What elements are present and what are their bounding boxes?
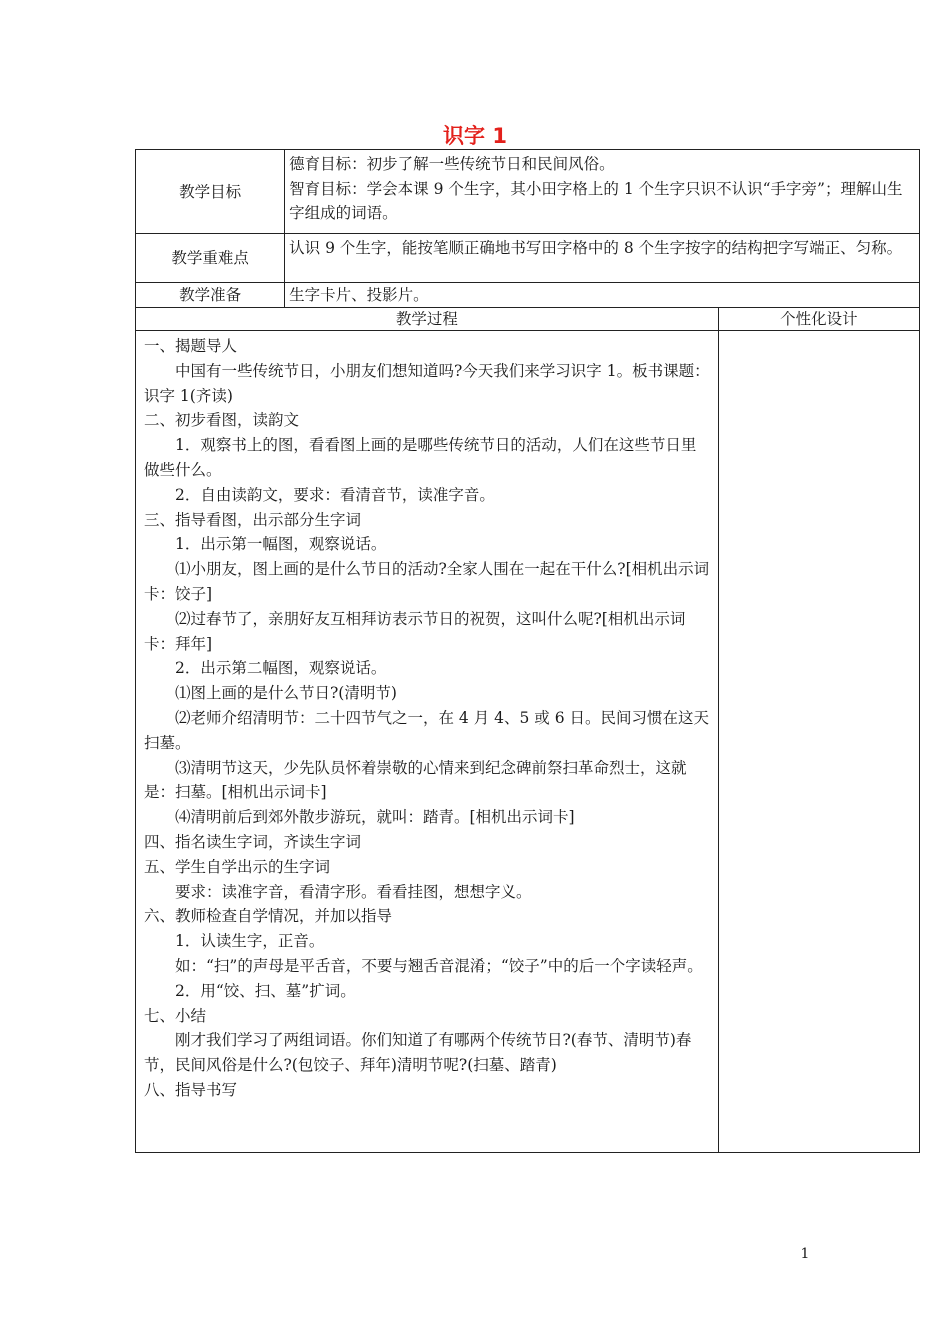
goals-row <box>136 150 920 234</box>
process-line: ⑷清明前后到郊外散步游玩，就叫：踏青。[相机出示词卡] <box>175 808 575 827</box>
process-line: 八、指导书写 <box>144 1080 238 1099</box>
process-line: ⑴图上画的是什么节日?(清明节) <box>175 684 397 703</box>
process-line: 如：“扫”的声母是平舌音，不要与翘舌音混淆；“饺子”中的后一个字读轻声。 <box>175 956 703 975</box>
process-line: 2．用“饺、扫、墓”扩词。 <box>175 981 356 1000</box>
process-line: ⑵过春节了，亲朋好友互相拜访表示节日的祝贺，这叫什么呢?[相机出示词卡：拜年] <box>144 609 686 653</box>
lesson-plan-table <box>135 149 920 1153</box>
process-line: 六、教师检查自学情况，并加以指导 <box>144 907 393 926</box>
process-body-row <box>136 331 920 1153</box>
preparation-row <box>136 283 920 308</box>
intellect-goal: 智育目标：学会本课 9 个生字，其小田字格上的 1 个生字只识不认识“手字旁”；理解山生字组成的词语。 <box>289 179 903 222</box>
process-line: ⑶清明节这天，少先队员怀着崇敬的心情来到纪念碑前祭扫革命烈士，这就是：扫墓。[相机出示词卡] <box>144 758 687 802</box>
key-points-label: 教学重难点 <box>136 234 285 283</box>
process-line: 四、指名读生字词，齐读生字词 <box>144 832 362 851</box>
goals-label: 教学目标 <box>136 150 285 234</box>
process-line: 2．自由读韵文，要求：看清音节，读准字音。 <box>175 485 495 504</box>
document-title: 识字 1 <box>443 124 507 148</box>
process-line: ⑴小朋友，图上画的是什么节日的活动?全家人围在一起在干什么?[相机出示词卡：饺子] <box>144 560 710 603</box>
process-line: 七、小结 <box>144 1006 207 1025</box>
goals-content <box>285 150 920 234</box>
process-header: 教学过程 <box>136 308 719 331</box>
process-line: 五、学生自学出示的生字词 <box>144 857 331 876</box>
process-line: 二、初步看图，读韵文 <box>144 411 300 430</box>
process-line: 刚才我们学习了两组词语。你们知道了有哪两个传统节日?(春节、清明节)春节，民间风俗是什么?(包饺子、拜年)清明节呢?(扫墓、踏青) <box>144 1031 692 1075</box>
moral-goal: 德育目标：初步了解一些传统节日和民间风俗。 <box>289 155 615 173</box>
process-line: 1．认读生字，正音。 <box>175 932 325 951</box>
preparation-label: 教学准备 <box>136 283 285 308</box>
process-content <box>136 331 719 1153</box>
key-points-row <box>136 234 920 283</box>
page-number: 1 <box>800 1246 810 1262</box>
process-line: 1．出示第一幅图，观察说话。 <box>175 535 387 554</box>
process-line: 要求：读准字音，看清字形。看看挂图，想想字义。 <box>175 882 532 901</box>
process-line: 1．观察书上的图，看看图上画的是哪些传统节日的活动，人们在这些节日里做些什么。 <box>144 436 697 479</box>
process-header-row <box>136 308 920 331</box>
key-points-content: 认识 9 个生字，能按笔顺正确地书写田字格中的 8 个生字按字的结构把字写端正、匀称。 <box>285 234 920 283</box>
process-line: 一、揭题导人 <box>144 337 238 355</box>
design-content <box>718 331 919 1153</box>
preparation-content: 生字卡片、投影片。 <box>285 283 920 308</box>
process-line: ⑵老师介绍清明节：二十四节气之一，在 4 月 4、5 或 6 日。民间习惯在这天扫墓。 <box>144 708 710 752</box>
process-line: 三、指导看图，出示部分生字词 <box>144 510 362 529</box>
design-header: 个性化设计 <box>718 308 919 331</box>
process-line: 中国有一些传统节日，小朋友们想知道吗?今天我们来学习识字 1。板书课题：识字 1(齐读) <box>144 361 710 405</box>
process-line: 2．出示第二幅图，观察说话。 <box>175 659 387 678</box>
